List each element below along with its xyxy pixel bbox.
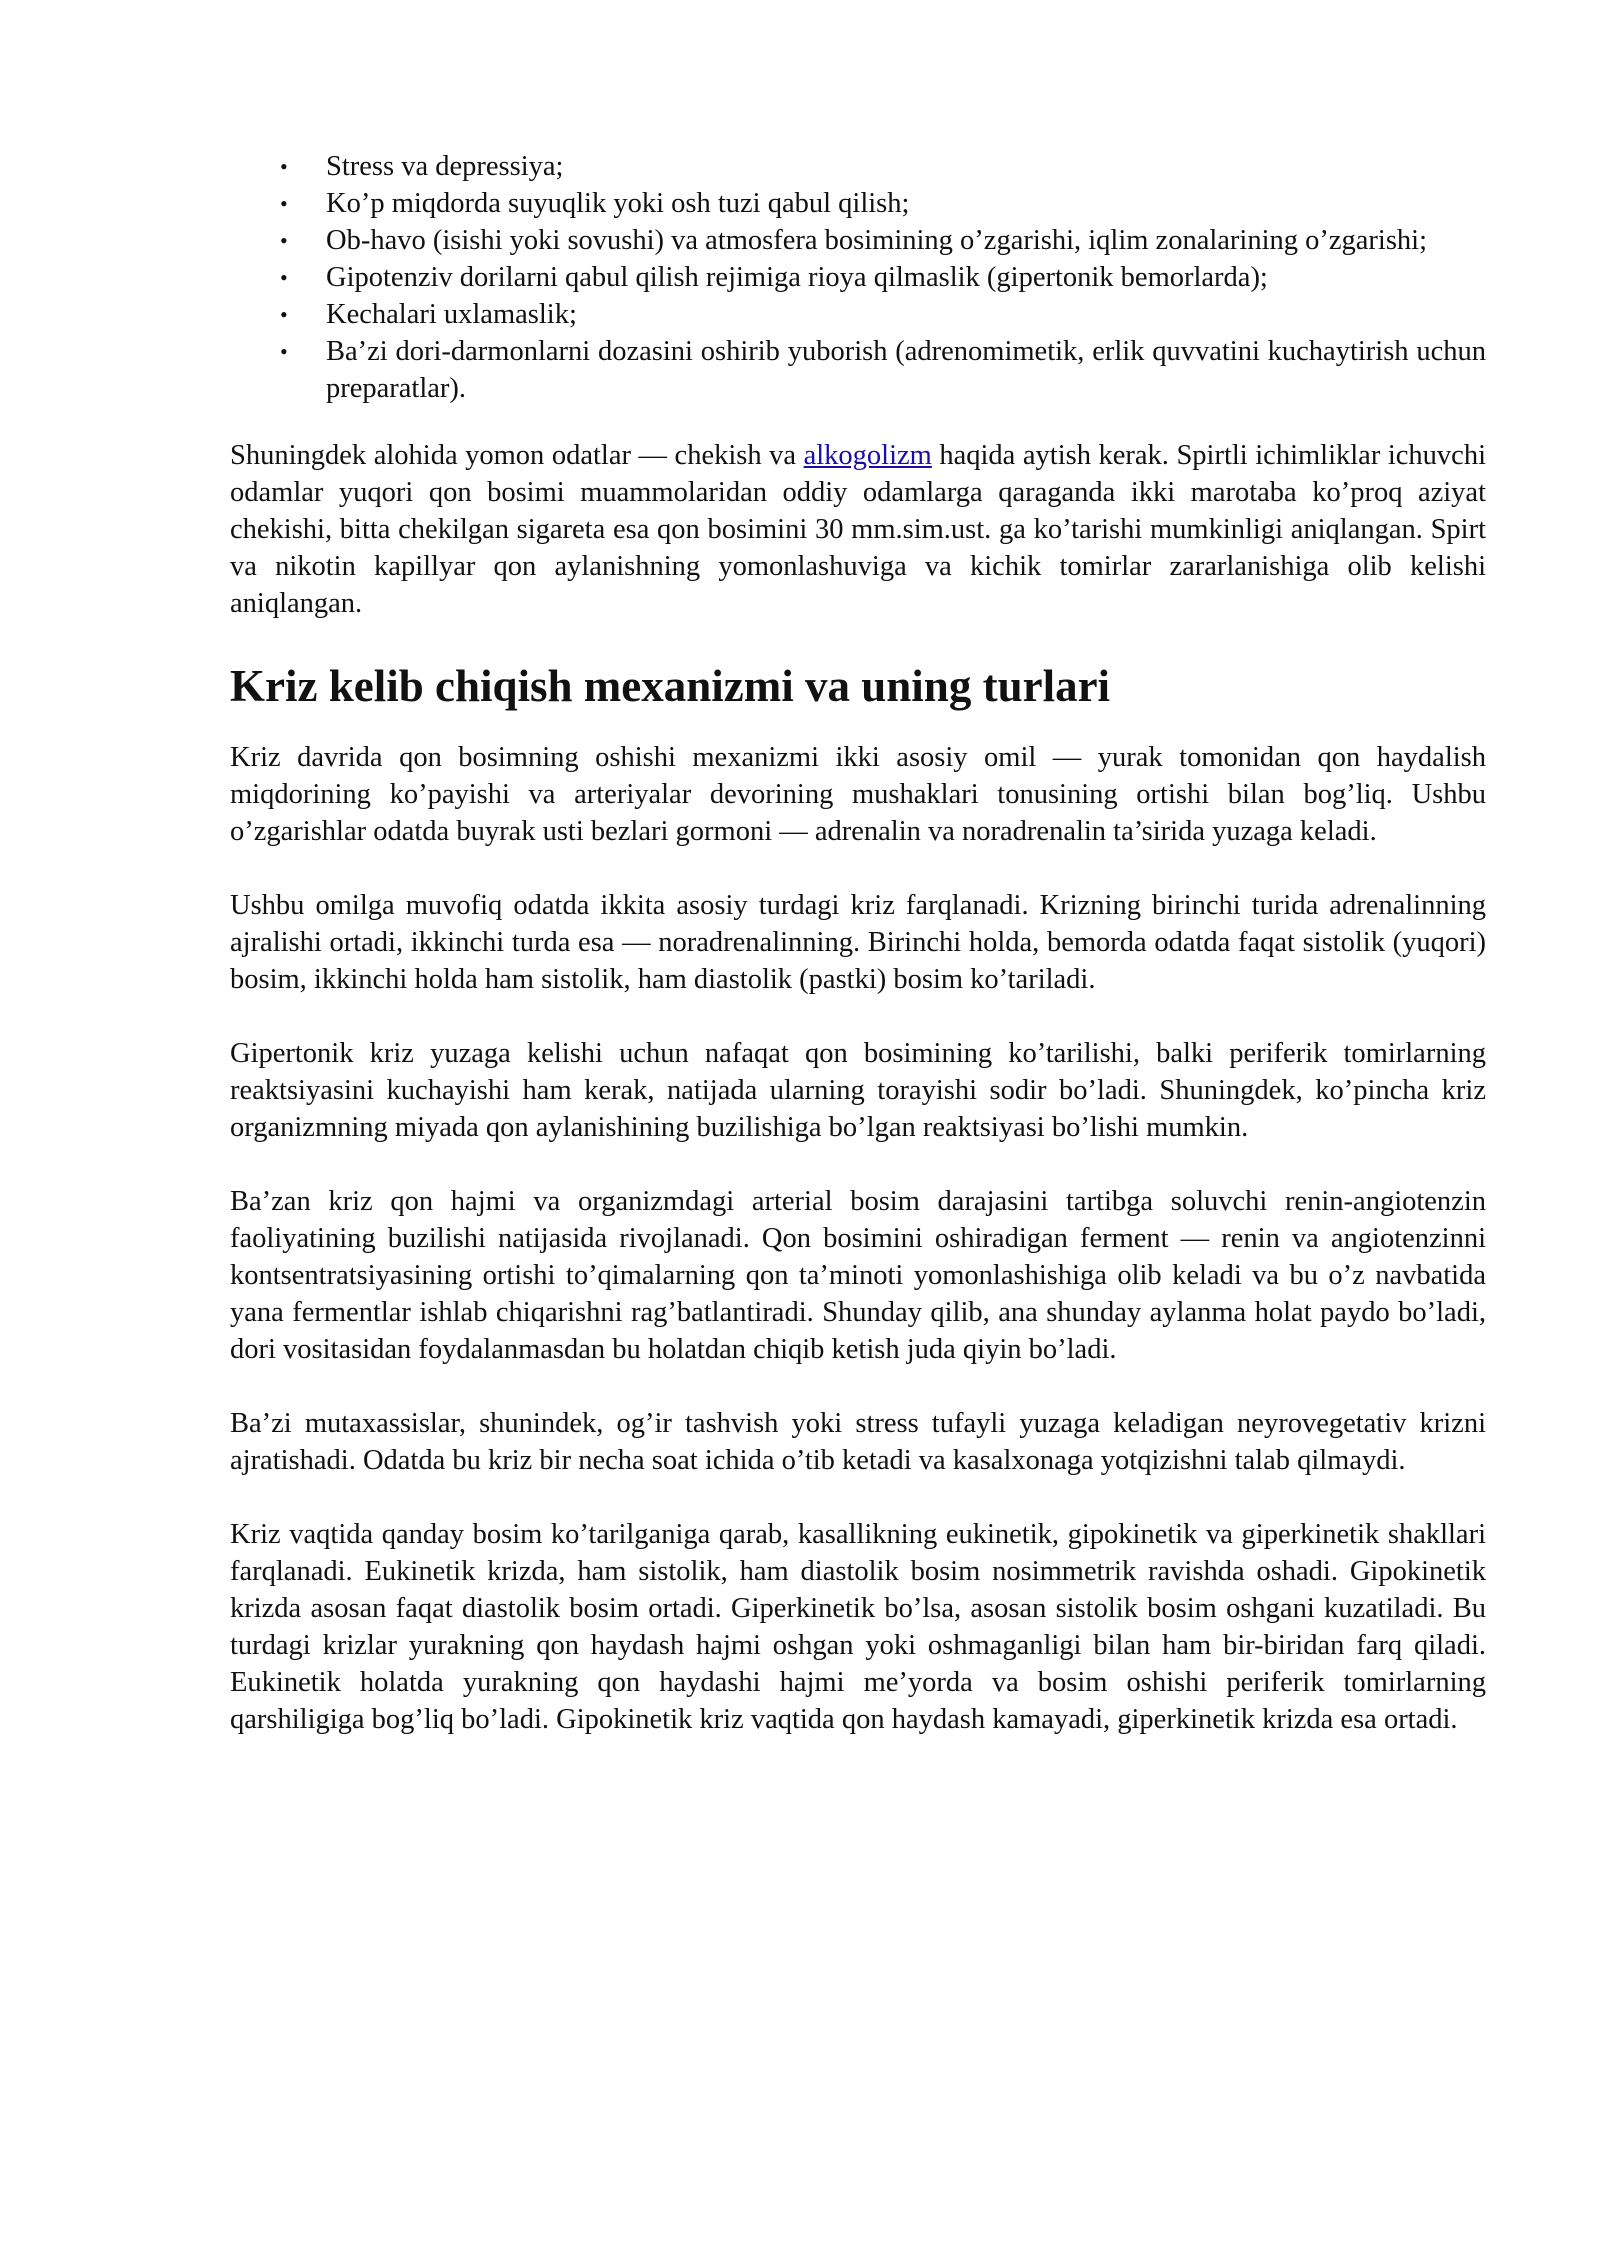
list-item-text: Gipotenziv dorilarni qabul qilish rejimiga rioya qilmaslik (gipertonik bemorlarda);: [326, 262, 1268, 293]
document-page: [230, 148, 1486, 1775]
list-item: [230, 296, 1486, 333]
list-item-text: Ob-havo (isishi yoki sovushi) va atmosfera bosimining o’zgarishi, iqlim zonalarining o’zgarishi;: [326, 225, 1428, 256]
list-item-text: Ko’p miqdorda suyuqlik yoki osh tuzi qabul qilish;: [326, 188, 910, 219]
body-paragraph: Kriz davrida qon bosimning oshishi mexanizmi ikki asosiy omil — yurak tomonidan qon haydalish miqdorining ko’payishi va arteriyalar devorining mushaklari tonusining ortishi bilan bog’liq. Ushbu o’zgarishlar odatda buyrak usti bezlari gormoni — adrenalin va noradrenalin ta’sirida yuzaga keladi.: [230, 742, 1486, 847]
bullet-icon: •: [280, 302, 288, 327]
body-paragraph: Ushbu omilga muvofiq odatda ikkita asosiy turdagi kriz farqlanadi. Krizning birinchi turida adrenalinning ajralishi ortadi, ikkinchi turda esa — noradrenalinning. Birinchi holda, bemorda odatda faqat sistolik (yuqori) bosim, ikkinchi holda ham sistolik, ham diastolik (pastki) bosim ko’tariladi.: [230, 890, 1486, 995]
bullet-icon: •: [280, 228, 288, 253]
list-item-text: Ba’zi dori-darmonlarni dozasini oshirib yuborish (adrenomimetik, erlik quvvatini kuchaytirish uchun preparatlar).: [326, 336, 1486, 404]
bullet-icon: •: [280, 191, 288, 216]
list-item: [230, 185, 1486, 222]
body-paragraph: Ba’zan kriz qon hajmi va organizmdagi arterial bosim darajasini tartibga soluvchi renin-angiotenzin faoliyatining buzilishi natijasida rivojlanadi. Qon bosimini oshiradigan ferment — renin va angiotenzinni kontsentratsiyasining ortishi to’qimalarning qon ta’minoti yomonlashishiga olib keladi va bu o’z navbatida yana fermentlar ishlab chiqarishni rag’batlantiradi. Shunday qilib, ana shunday aylanma holat paydo bo’ladi, dori vositasidan foydalanmasdan bu holatdan chiqib ketish juda qiyin bo’ladi.: [230, 1186, 1486, 1365]
list-item: [230, 259, 1486, 296]
intro-text-start: Shuningdek alohida yomon odatlar — chekish va: [230, 440, 804, 471]
intro-paragraph: [230, 437, 1486, 622]
list-item-text: Stress va depressiya;: [326, 151, 564, 182]
bullet-icon: •: [280, 265, 288, 290]
list-item-text: Kechalari uxlamaslik;: [326, 299, 577, 330]
list-item: [230, 222, 1486, 259]
body-paragraph: Gipertonik kriz yuzaga kelishi uchun nafaqat qon bosimining ko’tarilishi, balki periferik tomirlarning reaktsiyasini kuchayishi ham kerak, natijada ularning torayishi sodir bo’ladi. Shuningdek, ko’pincha kriz organizmning miyada qon aylanishining buzilishiga bo’lgan reaktsiyasi bo’lishi mumkin.: [230, 1038, 1486, 1143]
bullet-icon: •: [280, 339, 288, 364]
section-heading: Kriz kelib chiqish mexanizmi va uning turlari: [230, 661, 1111, 711]
risk-factor-list: [230, 148, 1486, 407]
list-item: [230, 333, 1486, 407]
intro-text-end: haqida aytish kerak. Spirtli ichimliklar ichuvchi odamlar yuqori qon bosimi muammolaridan oddiy odamlarga qaraganda ikki marotaba ko’proq aziyat chekishi, bitta chekilgan sigareta esa qon bosimini 30 mm.sim.ust. ga ko’tarishi mumkinligi aniqlangan. Spirt va nikotin kapillyar qon aylanishning yomonlashuviga va kichik tomirlar zararlanishiga olib kelishi aniqlangan.: [230, 440, 1486, 619]
body-paragraph: Kriz vaqtida qanday bosim ko’tarilganiga qarab, kasallikning eukinetik, gipokinetik va giperkinetik shakllari farqlanadi. Eukinetik krizda, ham sistolik, ham diastolik bosim nosimmetrik ravishda oshadi. Gipokinetik krizda asosan faqat diastolik bosim ortadi. Giperkinetik bo’lsa, asosan sistolik bosim oshgani kuzatiladi. Bu turdagi krizlar yurakning qon haydash hajmi oshgan yoki oshmaganligi bilan ham bir-biridan farq qiladi. Eukinetik holatda yurakning qon haydashi hajmi me’yorda va bosim oshishi periferik tomirlarning qarshiligiga bog’liq bo’ladi. Gipokinetik kriz vaqtida qon haydash kamayadi, giperkinetik krizda esa ortadi.: [230, 1519, 1486, 1735]
alkogolizm-link[interactable]: alkogolizm: [803, 440, 932, 471]
bullet-icon: •: [280, 154, 288, 179]
list-item: [230, 148, 1486, 185]
body-paragraph: Ba’zi mutaxassislar, shunindek, og’ir tashvish yoki stress tufayli yuzaga keladigan neyrovegetativ krizni ajratishadi. Odatda bu kriz bir necha soat ichida o’tib ketadi va kasalxonaga yotqizishni talab qilmaydi.: [230, 1408, 1486, 1476]
